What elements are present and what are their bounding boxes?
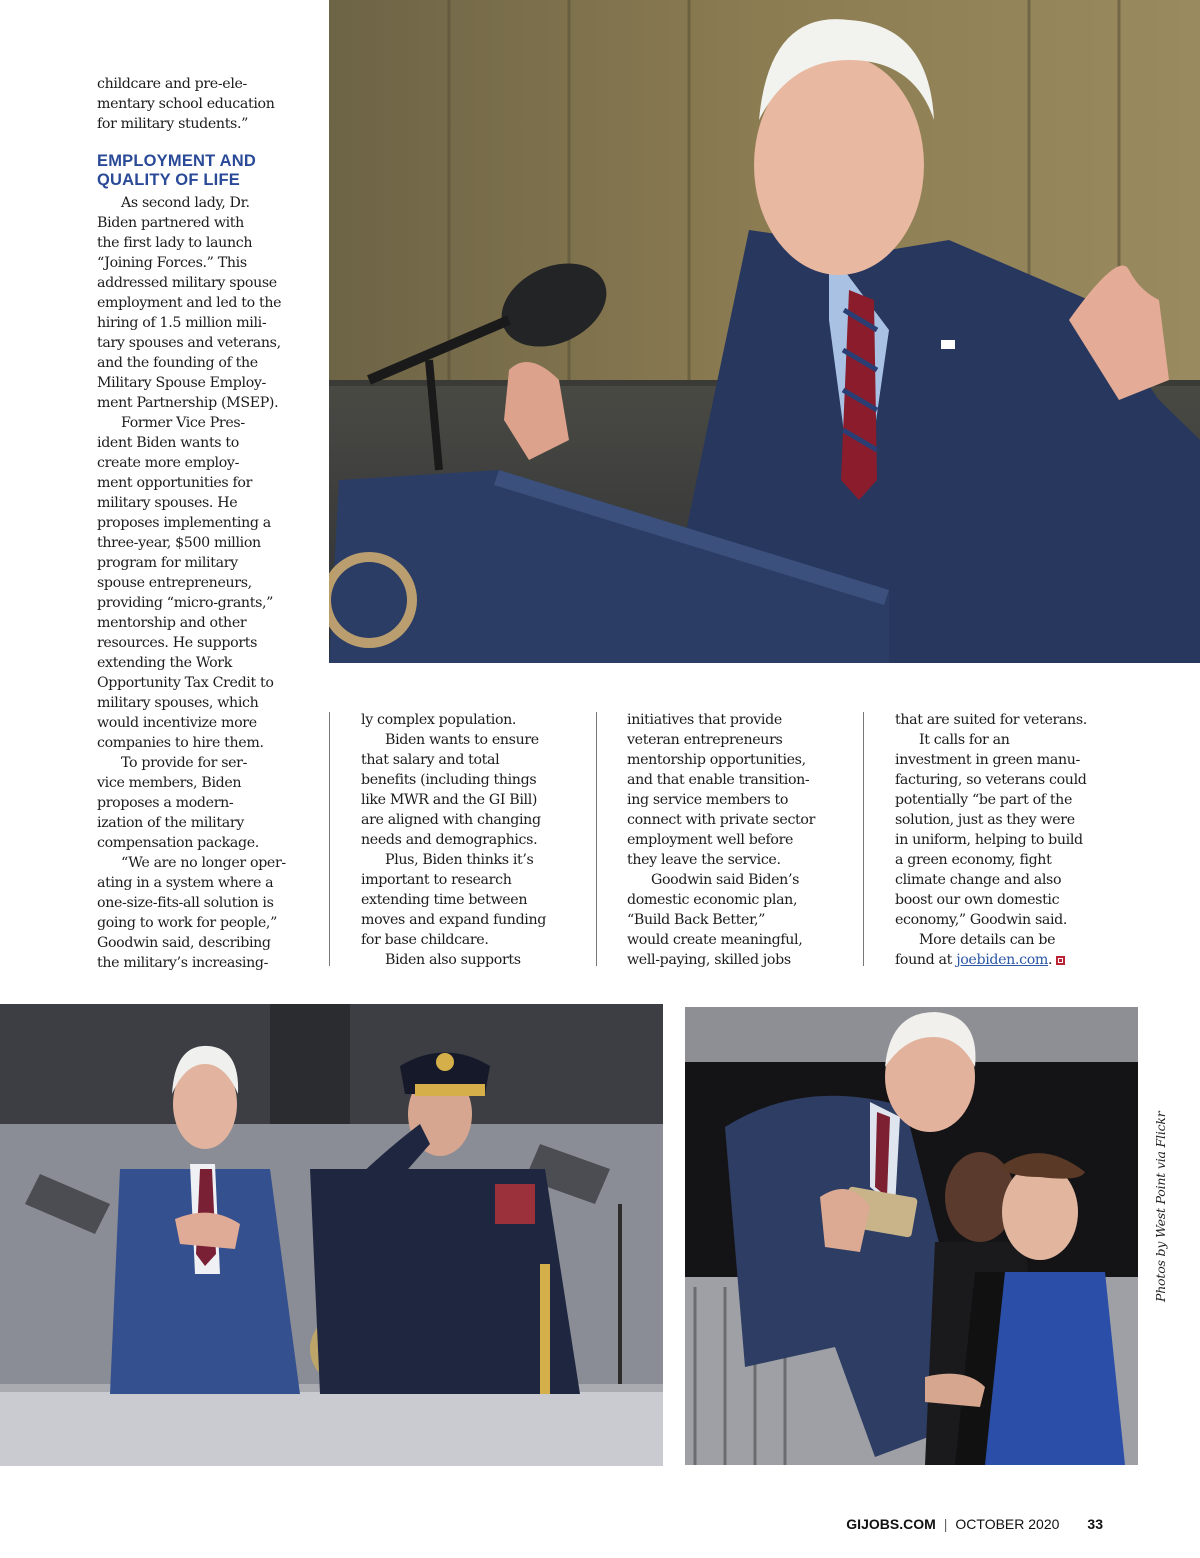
- text-line: are aligned with changing: [361, 812, 541, 828]
- text-line: ment Partnership (MSEP).: [97, 395, 279, 411]
- biden-salute-photo: [0, 1004, 663, 1466]
- text-line: moves and expand funding: [361, 912, 547, 928]
- text-line: hiring of 1.5 million mili-: [97, 315, 267, 331]
- paragraph-continued: [361, 710, 576, 730]
- paragraph: [97, 853, 302, 973]
- column-1: [97, 74, 302, 134]
- paragraph-continued: [97, 74, 302, 134]
- paragraph: [97, 413, 302, 753]
- text-line: More details can be: [919, 932, 1056, 948]
- photo-credit: Photos by West Point via Flickr: [1153, 1111, 1168, 1302]
- column-rule: [329, 712, 330, 966]
- text-line: would create meaningful,: [627, 932, 803, 948]
- text-line: domestic economic plan,: [627, 892, 798, 908]
- text-line: employment well before: [627, 832, 794, 848]
- text-line: would incentivize more: [97, 715, 257, 731]
- text-line: create more employ-: [97, 455, 240, 471]
- text-line: and the founding of the: [97, 355, 258, 371]
- text-line: Goodwin said, describing: [97, 935, 271, 951]
- text-line: important to research: [361, 872, 512, 888]
- text-line: for base childcare.: [361, 932, 489, 948]
- text-line: three-year, $500 million: [97, 535, 261, 551]
- text-line: the military’s increasing-: [97, 955, 269, 971]
- text-line: As second lady, Dr.: [121, 195, 250, 211]
- text-line: resources. He supports: [97, 635, 258, 651]
- column-rule: [863, 712, 864, 966]
- text-line: ment opportunities for: [97, 475, 253, 491]
- text-line: ization of the military: [97, 815, 244, 831]
- footer-issue: OCTOBER 2020: [955, 1516, 1060, 1532]
- text-line: addressed military spouse: [97, 275, 277, 291]
- footer-site: GIJOBS.COM: [846, 1516, 936, 1532]
- text-line: solution, just as they were: [895, 812, 1075, 828]
- text-line: veteran entrepreneurs: [627, 732, 783, 748]
- text-line: Biden also supports: [385, 952, 521, 968]
- text-line: military spouses. He: [97, 495, 238, 511]
- text-line: the first lady to launch: [97, 235, 253, 251]
- text-line: a green economy, fight: [895, 852, 1052, 868]
- text-line: spouse entrepreneurs,: [97, 575, 252, 591]
- text-line: “We are no longer oper-: [121, 855, 286, 871]
- text-line: extending the Work: [97, 655, 232, 671]
- text-line: extending time between: [361, 892, 528, 908]
- heading-line: QUALITY OF LIFE: [97, 171, 240, 189]
- text-line: well-paying, skilled jobs: [627, 952, 791, 968]
- text-line: Former Vice Pres-: [121, 415, 245, 431]
- text-line: [895, 950, 1120, 970]
- paragraph: [895, 930, 1120, 970]
- text-line: employment and led to the: [97, 295, 282, 311]
- joebiden-link[interactable]: joebiden.com: [956, 952, 1049, 968]
- text-line: one-size-fits-all solution is: [97, 895, 274, 911]
- text-line: and that enable transition-: [627, 772, 810, 788]
- text-line: needs and demographics.: [361, 832, 538, 848]
- column-1-body: [97, 193, 302, 973]
- text-line: Military Spouse Employ-: [97, 375, 267, 391]
- text-line: ident Biden wants to: [97, 435, 239, 451]
- biden-podium-photo: [329, 0, 1200, 663]
- paragraph: [97, 753, 302, 853]
- text-line: mentorship opportunities,: [627, 752, 806, 768]
- text-line: facturing, so veterans could: [895, 772, 1087, 788]
- text-line: Biden partnered with: [97, 215, 244, 231]
- paragraph: [361, 730, 576, 850]
- text-line: providing “micro-grants,”: [97, 595, 274, 611]
- text-line: proposes a modern-: [97, 795, 234, 811]
- footer-separator: |: [943, 1516, 948, 1532]
- column-2: [361, 710, 576, 970]
- text-line: compensation package.: [97, 835, 259, 851]
- text-line: childcare and pre-ele-: [97, 76, 247, 92]
- column-4: [895, 710, 1120, 970]
- text-line: mentorship and other: [97, 615, 247, 631]
- section-heading: [97, 152, 256, 190]
- text-line: economy,” Goodwin said.: [895, 912, 1068, 928]
- column-3: [627, 710, 847, 970]
- text-line: potentially “be part of the: [895, 792, 1073, 808]
- paragraph: [627, 870, 847, 970]
- text-line: they leave the service.: [627, 852, 781, 868]
- text-line: that are suited for veterans.: [895, 712, 1087, 728]
- text-fragment: .: [1048, 952, 1053, 968]
- text-line: Opportunity Tax Credit to: [97, 675, 274, 691]
- text-line: Plus, Biden thinks it’s: [385, 852, 534, 868]
- paragraph-continued: [627, 710, 847, 870]
- text-line: proposes implementing a: [97, 515, 271, 531]
- end-mark-icon: [1056, 956, 1065, 965]
- text-line: connect with private sector: [627, 812, 816, 828]
- text-line: It calls for an: [919, 732, 1010, 748]
- text-line: ating in a system where a: [97, 875, 274, 891]
- text-line: investment in green manu-: [895, 752, 1080, 768]
- text-line: “Build Back Better,”: [627, 912, 766, 928]
- paragraph: [361, 850, 576, 950]
- text-line: ing service members to: [627, 792, 789, 808]
- text-line: tary spouses and veterans,: [97, 335, 281, 351]
- text-line: initiatives that provide: [627, 712, 782, 728]
- text-line: companies to hire them.: [97, 735, 264, 751]
- text-fragment: found at: [895, 952, 957, 968]
- paragraph: [895, 730, 1120, 930]
- text-line: program for military: [97, 555, 238, 571]
- text-line: climate change and also: [895, 872, 1062, 888]
- paragraph: [97, 193, 302, 413]
- text-line: like MWR and the GI Bill): [361, 792, 538, 808]
- text-line: boost our own domestic: [895, 892, 1060, 908]
- text-line: Biden wants to ensure: [385, 732, 539, 748]
- heading-line: EMPLOYMENT AND: [97, 152, 256, 170]
- column-rule: [596, 712, 597, 966]
- page-footer: [846, 1516, 1103, 1532]
- text-line: “Joining Forces.” This: [97, 255, 247, 271]
- text-line: mentary school education: [97, 96, 275, 112]
- text-line: ly complex population.: [361, 712, 517, 728]
- paragraph: [361, 950, 576, 970]
- text-line: benefits (including things: [361, 772, 537, 788]
- text-line: that salary and total: [361, 752, 500, 768]
- biden-selfie-photo: [685, 1007, 1138, 1465]
- text-line: military spouses, which: [97, 695, 259, 711]
- text-line: Goodwin said Biden’s: [651, 872, 800, 888]
- paragraph-continued: [895, 710, 1120, 730]
- text-line: in uniform, helping to build: [895, 832, 1083, 848]
- text-line: for military students.”: [97, 116, 249, 132]
- text-line: To provide for ser-: [121, 755, 248, 771]
- page-number: 33: [1087, 1516, 1103, 1532]
- text-line: going to work for people,”: [97, 915, 277, 931]
- text-line: vice members, Biden: [97, 775, 242, 791]
